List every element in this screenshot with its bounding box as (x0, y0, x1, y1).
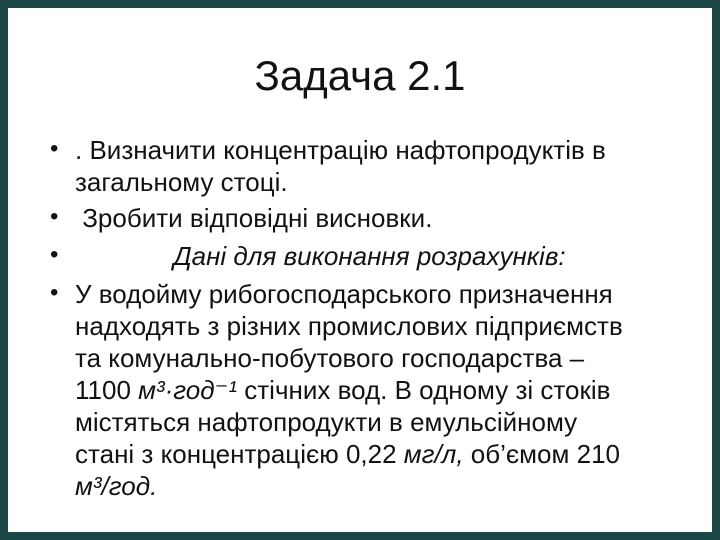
text-segment: Дані для виконання розрахунків: (173, 241, 566, 271)
bullet-item (45, 202, 664, 234)
text-line (75, 278, 664, 310)
text-segment: 1100 (75, 375, 139, 405)
bullet-item (45, 240, 664, 272)
text-line (75, 470, 664, 502)
text-line (75, 240, 664, 272)
text-segment: У водойму рибогосподарського призначення (75, 279, 613, 309)
text-segment: стічних вод. В одному зі стоків (237, 375, 611, 405)
text-line (75, 438, 664, 470)
bullet-icon: • (50, 241, 59, 268)
bullet-list (8, 134, 712, 502)
text-line (75, 374, 664, 406)
slide-title: Задача 2.1 (254, 52, 466, 99)
text-segment: містяться нафтопродукти в емульсійному (75, 407, 578, 437)
bullet-text (75, 240, 664, 272)
text-segment: загальному стоці. (75, 167, 288, 197)
bullet-item (45, 134, 664, 198)
bullet-icon: • (50, 279, 59, 306)
text-segment: стані з концентрацією 0,22 (75, 439, 404, 469)
text-line (75, 134, 664, 166)
bullet-text (75, 134, 664, 198)
bullet-text (75, 202, 664, 234)
text-line (75, 310, 664, 342)
bullet-text (75, 278, 664, 502)
bullet-icon: • (50, 203, 59, 230)
bullet-item (45, 278, 664, 502)
text-line (75, 342, 664, 374)
text-segment: Зробити відповідні висновки. (75, 203, 433, 233)
text-segment: надходять з різних промислових підприємств (75, 311, 623, 341)
text-line (75, 202, 664, 234)
text-segment: м³·год⁻¹ (138, 375, 238, 405)
text-line (75, 166, 664, 198)
bullet-icon: • (50, 135, 59, 162)
text-segment: м³/год. (75, 471, 158, 501)
text-segment: об’ємом 210 (463, 439, 620, 469)
text-segment: . Визначити концентрацію нафтопродуктів в (75, 135, 606, 165)
text-segment: та комунально-побутового господарства – (75, 343, 585, 373)
text-line (75, 406, 664, 438)
slide (8, 8, 712, 532)
slide-body (8, 134, 712, 502)
text-segment: мг/л, (403, 439, 464, 469)
